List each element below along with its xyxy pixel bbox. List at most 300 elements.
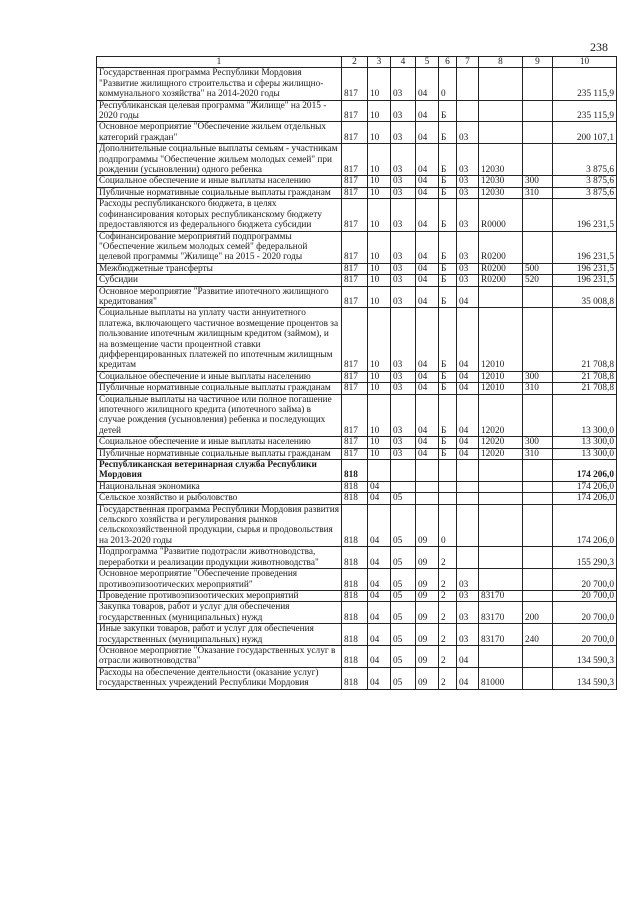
col-8: 12030 xyxy=(479,187,523,198)
col-4 xyxy=(391,481,416,492)
col-8: 83170 xyxy=(479,602,523,624)
col-5: 04 xyxy=(416,144,439,176)
col-2: 818 xyxy=(342,602,368,624)
table-row xyxy=(97,547,617,569)
col-4 xyxy=(391,460,416,482)
col-8: 12010 xyxy=(479,383,523,394)
table-row xyxy=(97,275,617,286)
col-8: 83170 xyxy=(479,590,523,601)
header-row xyxy=(97,57,617,68)
col-4: 03 xyxy=(391,308,416,371)
budget-table xyxy=(96,56,617,690)
col-8: R0200 xyxy=(479,231,523,263)
header-cell: 6 xyxy=(439,57,457,68)
col-7: 04 xyxy=(457,308,479,371)
col-3: 10 xyxy=(368,100,391,122)
col-3: 04 xyxy=(368,602,391,624)
row-sum: 174 206,0 xyxy=(553,460,617,482)
col-4: 03 xyxy=(391,187,416,198)
col-8: 83170 xyxy=(479,624,523,646)
row-name: Расходы республиканского бюджета, в целях софинансирования которых республиканскому бюджету предоставляются из федерального бюджета субсидии xyxy=(97,199,342,231)
col-2: 817 xyxy=(342,68,368,100)
col-5: 04 xyxy=(416,394,439,437)
col-7: 04 xyxy=(457,383,479,394)
table-row xyxy=(97,199,617,231)
header-cell: 3 xyxy=(368,57,391,68)
col-7: 03 xyxy=(457,624,479,646)
col-3: 04 xyxy=(368,590,391,601)
table-row xyxy=(97,667,617,689)
header-cell: 5 xyxy=(416,57,439,68)
row-sum: 196 231,5 xyxy=(553,231,617,263)
col-7: 04 xyxy=(457,286,479,308)
table-row xyxy=(97,68,617,100)
col-6 xyxy=(439,460,457,482)
col-8: 12020 xyxy=(479,437,523,448)
col-9 xyxy=(523,144,553,176)
col-3: 04 xyxy=(368,493,391,504)
col-6: 0 xyxy=(439,68,457,100)
header-cell: 10 xyxy=(553,57,617,68)
row-name: Основное мероприятие "Обеспечение проведения противоэпизоотических мероприятий" xyxy=(97,569,342,591)
table-row xyxy=(97,176,617,187)
col-8: R0200 xyxy=(479,263,523,274)
row-name: Основное мероприятие "Развитие ипотечного жилищного кредитования" xyxy=(97,286,342,308)
col-4: 03 xyxy=(391,437,416,448)
col-3: 10 xyxy=(368,394,391,437)
table-row xyxy=(97,569,617,591)
col-9: 310 xyxy=(523,383,553,394)
table-row xyxy=(97,187,617,198)
col-3: 10 xyxy=(368,187,391,198)
header-cell: 7 xyxy=(457,57,479,68)
col-7 xyxy=(457,547,479,569)
col-8: 12020 xyxy=(479,394,523,437)
table-row xyxy=(97,624,617,646)
col-5 xyxy=(416,493,439,504)
col-6: 2 xyxy=(439,590,457,601)
table-row xyxy=(97,493,617,504)
header-cell: 1 xyxy=(97,57,342,68)
col-9 xyxy=(523,100,553,122)
table-row xyxy=(97,122,617,144)
col-5: 04 xyxy=(416,122,439,144)
table-row xyxy=(97,144,617,176)
col-3: 04 xyxy=(368,645,391,667)
col-3: 10 xyxy=(368,308,391,371)
col-6: Б xyxy=(439,199,457,231)
table-row xyxy=(97,383,617,394)
col-2: 817 xyxy=(342,383,368,394)
table-row xyxy=(97,263,617,274)
col-9 xyxy=(523,504,553,547)
table-row xyxy=(97,481,617,492)
row-sum: 20 700,0 xyxy=(553,569,617,591)
row-name: Проведение противоэпизоотических мероприятий xyxy=(97,590,342,601)
col-2: 818 xyxy=(342,645,368,667)
col-4: 05 xyxy=(391,547,416,569)
col-5: 04 xyxy=(416,100,439,122)
col-9 xyxy=(523,547,553,569)
col-5: 04 xyxy=(416,263,439,274)
col-7: 03 xyxy=(457,602,479,624)
col-6: Б xyxy=(439,231,457,263)
row-name: Закупка товаров, работ и услуг для обеспечения государственных (муниципальных) нужд xyxy=(97,602,342,624)
col-5: 04 xyxy=(416,383,439,394)
row-name: Иные закупки товаров, работ и услуг для обеспечения государственных (муниципальных) нужд xyxy=(97,624,342,646)
col-9 xyxy=(523,481,553,492)
col-6: 0 xyxy=(439,504,457,547)
col-6: Б xyxy=(439,371,457,382)
col-2: 818 xyxy=(342,624,368,646)
row-sum: 21 708,8 xyxy=(553,371,617,382)
col-2: 817 xyxy=(342,308,368,371)
col-6: Б xyxy=(439,394,457,437)
row-sum: 235 115,9 xyxy=(553,68,617,100)
col-6: Б xyxy=(439,383,457,394)
col-8: 12030 xyxy=(479,176,523,187)
col-7: 03 xyxy=(457,275,479,286)
col-4: 05 xyxy=(391,624,416,646)
col-2: 817 xyxy=(342,187,368,198)
col-8 xyxy=(479,547,523,569)
col-6: Б xyxy=(439,275,457,286)
col-5: 09 xyxy=(416,590,439,601)
col-2: 817 xyxy=(342,144,368,176)
col-3: 10 xyxy=(368,199,391,231)
col-2: 818 xyxy=(342,460,368,482)
col-8: 12020 xyxy=(479,448,523,459)
row-name: Основное мероприятие "Обеспечение жильем отдельных категорий граждан" xyxy=(97,122,342,144)
col-7: 03 xyxy=(457,187,479,198)
col-8 xyxy=(479,481,523,492)
col-9: 240 xyxy=(523,624,553,646)
col-3: 04 xyxy=(368,569,391,591)
col-6: Б xyxy=(439,263,457,274)
col-6: Б xyxy=(439,176,457,187)
col-2: 818 xyxy=(342,504,368,547)
col-4: 03 xyxy=(391,199,416,231)
row-name: Государственная программа Республики Мордовия "Развитие жилищного строительства и сферы жилищно-коммунального хозяйства" на 2014-2020 годы xyxy=(97,68,342,100)
col-2: 818 xyxy=(342,569,368,591)
col-7: 03 xyxy=(457,569,479,591)
col-2: 818 xyxy=(342,493,368,504)
row-sum: 20 700,0 xyxy=(553,624,617,646)
row-name: Публичные нормативные социальные выплаты гражданам xyxy=(97,187,342,198)
col-5: 04 xyxy=(416,275,439,286)
row-sum: 13 300,0 xyxy=(553,448,617,459)
row-sum: 174 206,0 xyxy=(553,481,617,492)
table-row xyxy=(97,371,617,382)
col-7: 04 xyxy=(457,371,479,382)
table-row xyxy=(97,645,617,667)
row-sum: 134 590,3 xyxy=(553,667,617,689)
row-sum: 13 300,0 xyxy=(553,437,617,448)
col-5: 04 xyxy=(416,448,439,459)
col-2: 817 xyxy=(342,122,368,144)
col-5: 04 xyxy=(416,176,439,187)
col-2: 817 xyxy=(342,394,368,437)
col-8 xyxy=(479,645,523,667)
col-7: 04 xyxy=(457,448,479,459)
col-8 xyxy=(479,493,523,504)
col-4: 05 xyxy=(391,504,416,547)
col-4: 05 xyxy=(391,590,416,601)
col-8 xyxy=(479,460,523,482)
col-3: 10 xyxy=(368,275,391,286)
row-name: Дополнительные социальные выплаты семьям - участникам подпрограммы "Обеспечение жильем молодых семей" при рождении (усыновлении) одного ребенка xyxy=(97,144,342,176)
col-9 xyxy=(523,667,553,689)
row-name: Социальные выплаты на уплату части аннуитетного платежа, включающего частичное возмещение процентов за пользование ипотечным жилищным кредитом (займом), и на возмещение части процентной ставки дифференцированных платежей по ипотечным жилищным кредитам xyxy=(97,308,342,371)
header-cell: 9 xyxy=(523,57,553,68)
row-name: Подпрограмма "Развитие подотрасли животноводства, переработки и реализации продукции животноводства" xyxy=(97,547,342,569)
row-sum: 3 875,6 xyxy=(553,144,617,176)
table-row xyxy=(97,100,617,122)
col-2: 818 xyxy=(342,481,368,492)
col-3: 04 xyxy=(368,504,391,547)
row-sum: 20 700,0 xyxy=(553,602,617,624)
row-sum: 174 206,0 xyxy=(553,493,617,504)
col-4: 03 xyxy=(391,100,416,122)
col-5 xyxy=(416,481,439,492)
col-4: 05 xyxy=(391,569,416,591)
col-9: 310 xyxy=(523,187,553,198)
row-name: Субсидии xyxy=(97,275,342,286)
col-7 xyxy=(457,481,479,492)
row-name: Межбюджетные трансферты xyxy=(97,263,342,274)
col-8: 12010 xyxy=(479,371,523,382)
col-5: 04 xyxy=(416,231,439,263)
row-name: Республиканская ветеринарная служба Республики Мордовия xyxy=(97,460,342,482)
row-name: Государственная программа Республики Мордовия развития сельского хозяйства и регулирования рынков сельскохозяйственной продукции, сырья и продовольствия на 2013-2020 годы xyxy=(97,504,342,547)
col-8: 81000 xyxy=(479,667,523,689)
col-5: 09 xyxy=(416,547,439,569)
row-sum: 174 206,0 xyxy=(553,504,617,547)
col-7: 03 xyxy=(457,199,479,231)
col-5: 09 xyxy=(416,645,439,667)
row-name: Основное мероприятие "Оказание государственных услуг в отрасли животноводства" xyxy=(97,645,342,667)
col-6: 2 xyxy=(439,624,457,646)
col-4: 05 xyxy=(391,667,416,689)
col-2: 818 xyxy=(342,590,368,601)
col-9 xyxy=(523,68,553,100)
col-2: 817 xyxy=(342,286,368,308)
col-7: 03 xyxy=(457,176,479,187)
col-6: Б xyxy=(439,122,457,144)
col-5: 04 xyxy=(416,199,439,231)
col-2: 817 xyxy=(342,371,368,382)
col-4: 03 xyxy=(391,122,416,144)
col-9 xyxy=(523,460,553,482)
col-8: R0200 xyxy=(479,275,523,286)
col-9: 300 xyxy=(523,437,553,448)
col-6: Б xyxy=(439,286,457,308)
col-7 xyxy=(457,68,479,100)
col-6: 2 xyxy=(439,547,457,569)
col-2: 817 xyxy=(342,231,368,263)
col-4: 03 xyxy=(391,371,416,382)
col-3: 10 xyxy=(368,176,391,187)
col-2: 817 xyxy=(342,275,368,286)
col-4: 03 xyxy=(391,176,416,187)
col-4: 03 xyxy=(391,275,416,286)
col-7 xyxy=(457,460,479,482)
col-5 xyxy=(416,460,439,482)
row-sum: 200 107,1 xyxy=(553,122,617,144)
row-sum: 20 700,0 xyxy=(553,590,617,601)
col-4: 05 xyxy=(391,645,416,667)
col-7 xyxy=(457,493,479,504)
col-4: 03 xyxy=(391,231,416,263)
col-7: 04 xyxy=(457,394,479,437)
table-row xyxy=(97,308,617,371)
row-name: Сельское хозяйство и рыболовство xyxy=(97,493,342,504)
table-row xyxy=(97,394,617,437)
col-4: 03 xyxy=(391,448,416,459)
row-sum: 35 008,8 xyxy=(553,286,617,308)
row-name: Расходы на обеспечение деятельности (оказание услуг) государственных учреждений Республики Мордовия xyxy=(97,667,342,689)
col-2: 818 xyxy=(342,667,368,689)
col-3: 04 xyxy=(368,667,391,689)
col-3 xyxy=(368,460,391,482)
col-7 xyxy=(457,504,479,547)
row-sum: 196 231,5 xyxy=(553,275,617,286)
col-3: 10 xyxy=(368,68,391,100)
col-8: 12010 xyxy=(479,308,523,371)
col-5: 04 xyxy=(416,68,439,100)
row-name: Социальное обеспечение и иные выплаты населению xyxy=(97,176,342,187)
col-4: 05 xyxy=(391,493,416,504)
col-9 xyxy=(523,122,553,144)
col-6: Б xyxy=(439,448,457,459)
row-name: Республиканская целевая программа "Жилище" на 2015 - 2020 годы xyxy=(97,100,342,122)
col-9: 520 xyxy=(523,275,553,286)
col-6 xyxy=(439,493,457,504)
col-2: 817 xyxy=(342,176,368,187)
col-6: Б xyxy=(439,100,457,122)
col-5: 04 xyxy=(416,308,439,371)
table-row xyxy=(97,437,617,448)
col-2: 817 xyxy=(342,199,368,231)
col-9 xyxy=(523,493,553,504)
col-3: 10 xyxy=(368,371,391,382)
col-7: 04 xyxy=(457,437,479,448)
col-9: 200 xyxy=(523,602,553,624)
col-9 xyxy=(523,308,553,371)
col-9 xyxy=(523,569,553,591)
col-5: 09 xyxy=(416,569,439,591)
col-4: 03 xyxy=(391,68,416,100)
col-9 xyxy=(523,590,553,601)
col-5: 04 xyxy=(416,286,439,308)
col-9: 300 xyxy=(523,176,553,187)
col-9 xyxy=(523,645,553,667)
col-7: 03 xyxy=(457,144,479,176)
col-5: 09 xyxy=(416,667,439,689)
col-3: 10 xyxy=(368,448,391,459)
row-name: Социальные выплаты на частичное или полное погашение ипотечного жилищного кредита (ипотечного займа) в случае рождения (усыновления) ребенка и последующих детей xyxy=(97,394,342,437)
col-9: 310 xyxy=(523,448,553,459)
col-8 xyxy=(479,122,523,144)
col-5: 04 xyxy=(416,437,439,448)
row-sum: 21 708,8 xyxy=(553,383,617,394)
table-row xyxy=(97,286,617,308)
col-7: 03 xyxy=(457,590,479,601)
col-3: 04 xyxy=(368,481,391,492)
row-sum: 3 875,6 xyxy=(553,176,617,187)
table-row xyxy=(97,590,617,601)
col-8 xyxy=(479,569,523,591)
col-2: 817 xyxy=(342,448,368,459)
col-2: 818 xyxy=(342,547,368,569)
col-8: 12030 xyxy=(479,144,523,176)
col-8 xyxy=(479,504,523,547)
row-sum: 196 231,5 xyxy=(553,199,617,231)
table-row xyxy=(97,460,617,482)
col-7: 03 xyxy=(457,122,479,144)
col-3: 04 xyxy=(368,547,391,569)
col-5: 04 xyxy=(416,371,439,382)
row-sum: 3 875,6 xyxy=(553,187,617,198)
row-name: Публичные нормативные социальные выплаты гражданам xyxy=(97,383,342,394)
col-9: 500 xyxy=(523,263,553,274)
col-6: 2 xyxy=(439,645,457,667)
col-6: Б xyxy=(439,144,457,176)
col-9 xyxy=(523,394,553,437)
row-sum: 155 290,3 xyxy=(553,547,617,569)
col-5: 09 xyxy=(416,602,439,624)
row-name: Софинансирование мероприятий подпрограммы "Обеспечение жильем молодых семей" федеральной целевой программы "Жилище" на 2015 - 2020 годы xyxy=(97,231,342,263)
row-sum: 235 115,9 xyxy=(553,100,617,122)
col-7: 04 xyxy=(457,667,479,689)
col-7: 03 xyxy=(457,263,479,274)
col-6: 2 xyxy=(439,602,457,624)
col-6 xyxy=(439,481,457,492)
row-name: Социальное обеспечение и иные выплаты населению xyxy=(97,371,342,382)
col-6: 2 xyxy=(439,667,457,689)
row-sum: 13 300,0 xyxy=(553,394,617,437)
col-3: 10 xyxy=(368,383,391,394)
header-cell: 4 xyxy=(391,57,416,68)
table-row xyxy=(97,504,617,547)
header-cell: 2 xyxy=(342,57,368,68)
col-3: 10 xyxy=(368,263,391,274)
col-2: 817 xyxy=(342,100,368,122)
col-9: 300 xyxy=(523,371,553,382)
col-9 xyxy=(523,286,553,308)
col-8 xyxy=(479,100,523,122)
col-4: 03 xyxy=(391,383,416,394)
col-5: 09 xyxy=(416,504,439,547)
col-3: 04 xyxy=(368,624,391,646)
col-7: 04 xyxy=(457,645,479,667)
col-4: 03 xyxy=(391,394,416,437)
row-sum: 134 590,3 xyxy=(553,645,617,667)
col-2: 817 xyxy=(342,437,368,448)
row-name: Социальное обеспечение и иные выплаты населению xyxy=(97,437,342,448)
col-8: R0000 xyxy=(479,199,523,231)
col-8 xyxy=(479,286,523,308)
col-4: 05 xyxy=(391,602,416,624)
col-3: 10 xyxy=(368,286,391,308)
col-6: Б xyxy=(439,187,457,198)
col-3: 10 xyxy=(368,122,391,144)
table-row xyxy=(97,231,617,263)
col-3: 10 xyxy=(368,231,391,263)
col-8 xyxy=(479,68,523,100)
col-3: 10 xyxy=(368,144,391,176)
col-7 xyxy=(457,100,479,122)
